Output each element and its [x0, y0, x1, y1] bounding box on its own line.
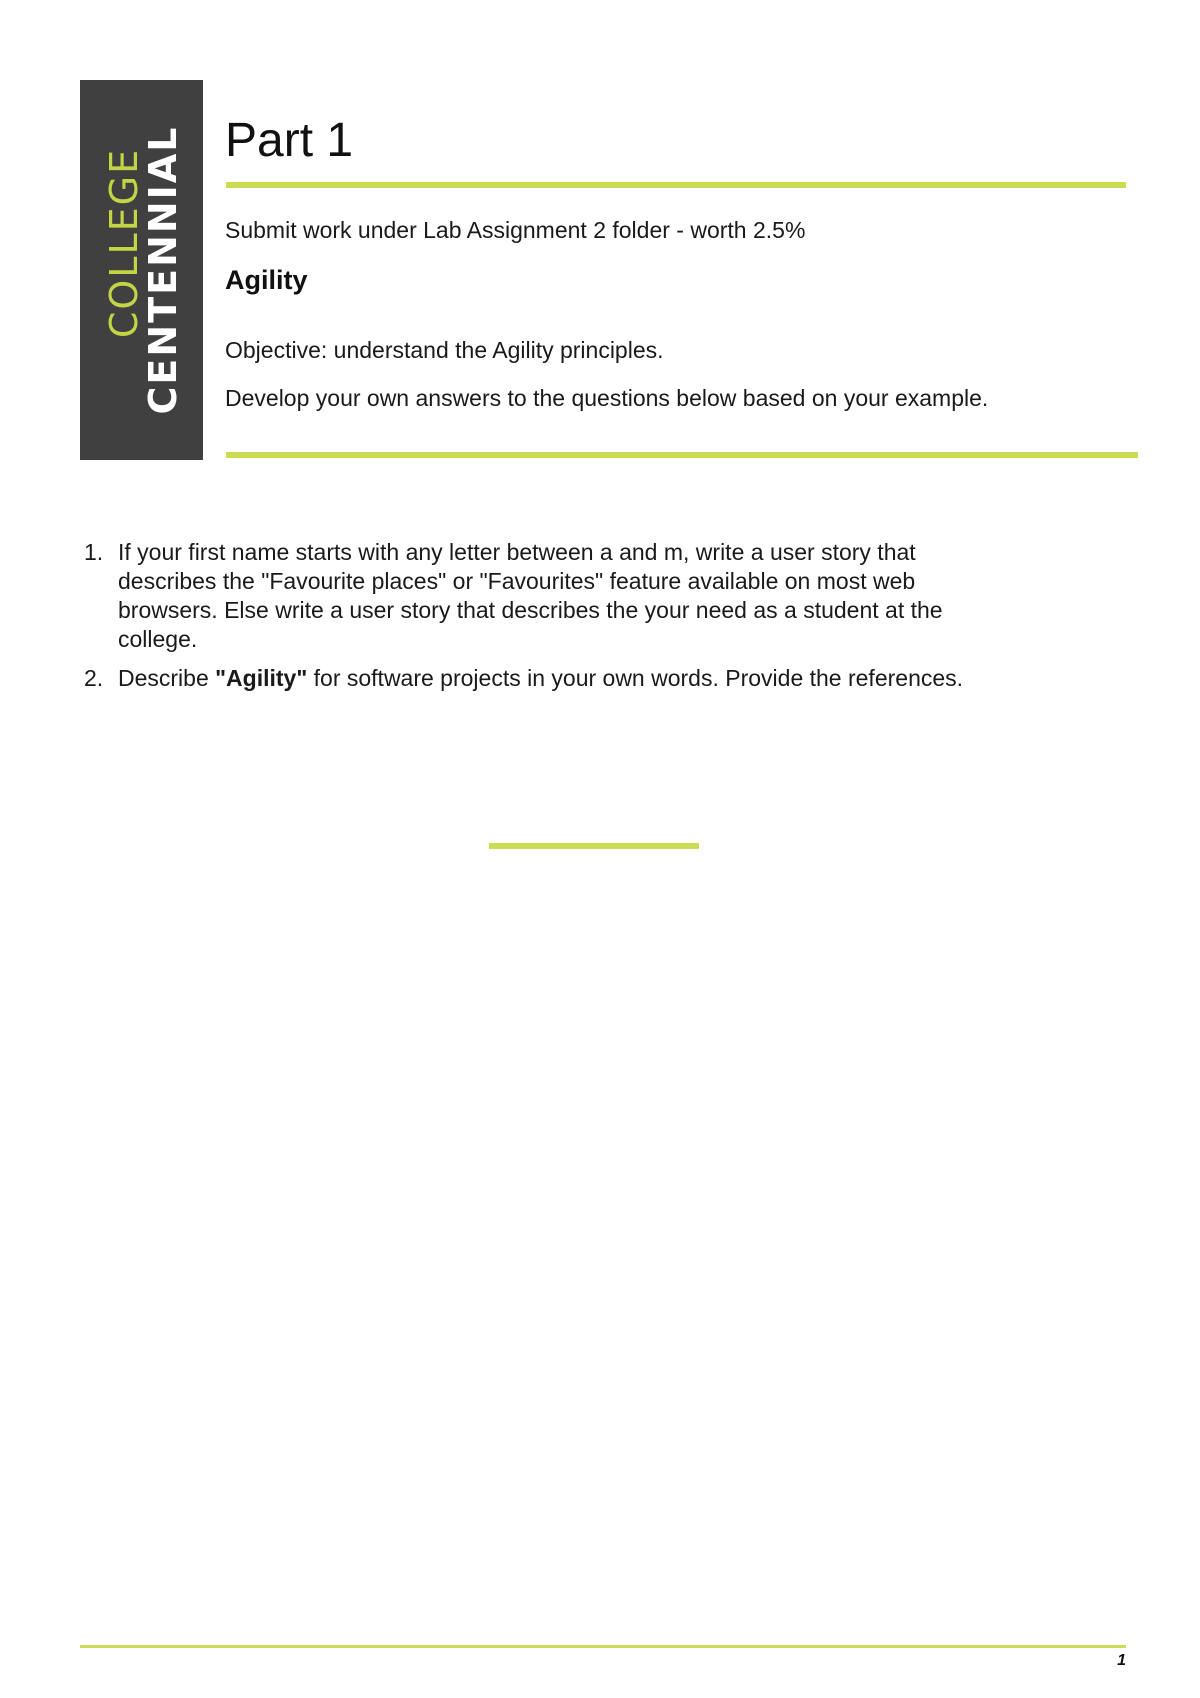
question-number: 1.	[84, 539, 104, 565]
instruction-text: Develop your own answers to the questions below based on your example.	[225, 385, 989, 411]
end-divider	[489, 843, 699, 849]
logo-line-college: COLLEGE	[101, 147, 146, 339]
logo-text	[97, 120, 187, 420]
question-item	[84, 664, 1004, 693]
question-list	[84, 538, 1004, 703]
page-number: 1	[1117, 1652, 1126, 1669]
objective-text: Objective: understand the Agility principles.	[225, 337, 664, 363]
question-text: If your first name starts with any letter between a and m, write a user story that describes the "Favourite places" or "Favourites" feature available on most web browsers. Else write a user story that describes the your need as a student at the college.	[118, 539, 943, 652]
header-divider	[226, 452, 1138, 458]
logo-line-centennial: CENTENNIAL	[140, 125, 185, 415]
question-text-suffix: for software projects in your own words. Provide the references.	[307, 665, 964, 691]
footer-divider	[80, 1645, 1126, 1648]
section-heading: Agility	[225, 265, 308, 295]
question-number: 2.	[84, 665, 104, 691]
page-title: Part 1	[225, 114, 354, 167]
question-text-prefix: Describe	[118, 665, 216, 691]
submit-note: Submit work under Lab Assignment 2 folder - worth 2.5%	[225, 217, 806, 243]
question-keyword: "Agility"	[215, 665, 308, 691]
title-divider	[226, 182, 1126, 188]
question-item	[84, 538, 1004, 654]
college-logo	[80, 80, 203, 460]
